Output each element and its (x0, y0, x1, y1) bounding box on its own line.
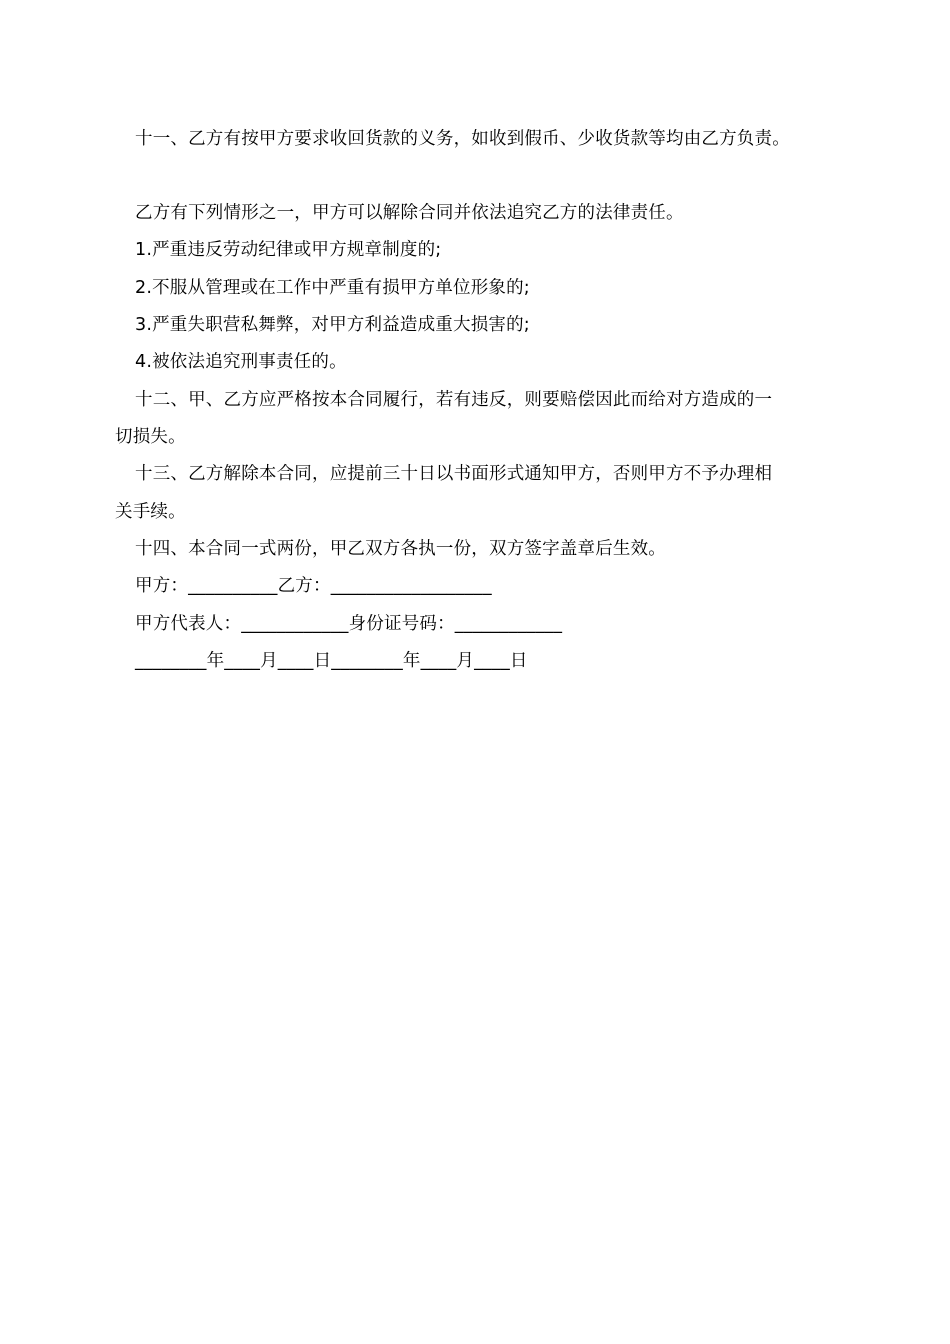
signature-dates: ________年____月____日________年____月____日 (135, 651, 528, 671)
clause-14: 十四、本合同一式两份，甲乙双方各执一份，双方签字盖章后生效。 (135, 539, 666, 559)
termination-intro: 乙方有下列情形之一，甲方可以解除合同并依法追究乙方的法律责任。 (135, 203, 684, 223)
termination-item-4: 4.被依法追究刑事责任的。 (135, 352, 347, 372)
termination-item-3: 3.严重失职营私舞弊，对甲方利益造成重大损害的; (135, 315, 530, 335)
termination-item-1: 1.严重违反劳动纪律或甲方规章制度的; (135, 240, 442, 260)
clause-11: 十一、乙方有按甲方要求收回货款的义务，如收到假币、少收货款等均由乙方负责。 (135, 129, 790, 149)
clause-12-line-2: 切损失。 (115, 427, 186, 447)
termination-item-2: 2.不服从管理或在工作中严重有损甲方单位形象的; (135, 278, 530, 298)
clause-12-line-1: 十二、甲、乙方应严格按本合同履行，若有违反，则要赔偿因此而给对方造成的一 (135, 390, 773, 410)
signature-representative: 甲方代表人：____________身份证号码：____________ (135, 614, 563, 634)
clause-13-line-2: 关手续。 (115, 502, 186, 522)
signature-parties: 甲方：__________乙方：__________________ (135, 576, 492, 596)
clause-13-line-1: 十三、乙方解除本合同，应提前三十日以书面形式通知甲方，否则甲方不予办理相 (135, 464, 773, 484)
